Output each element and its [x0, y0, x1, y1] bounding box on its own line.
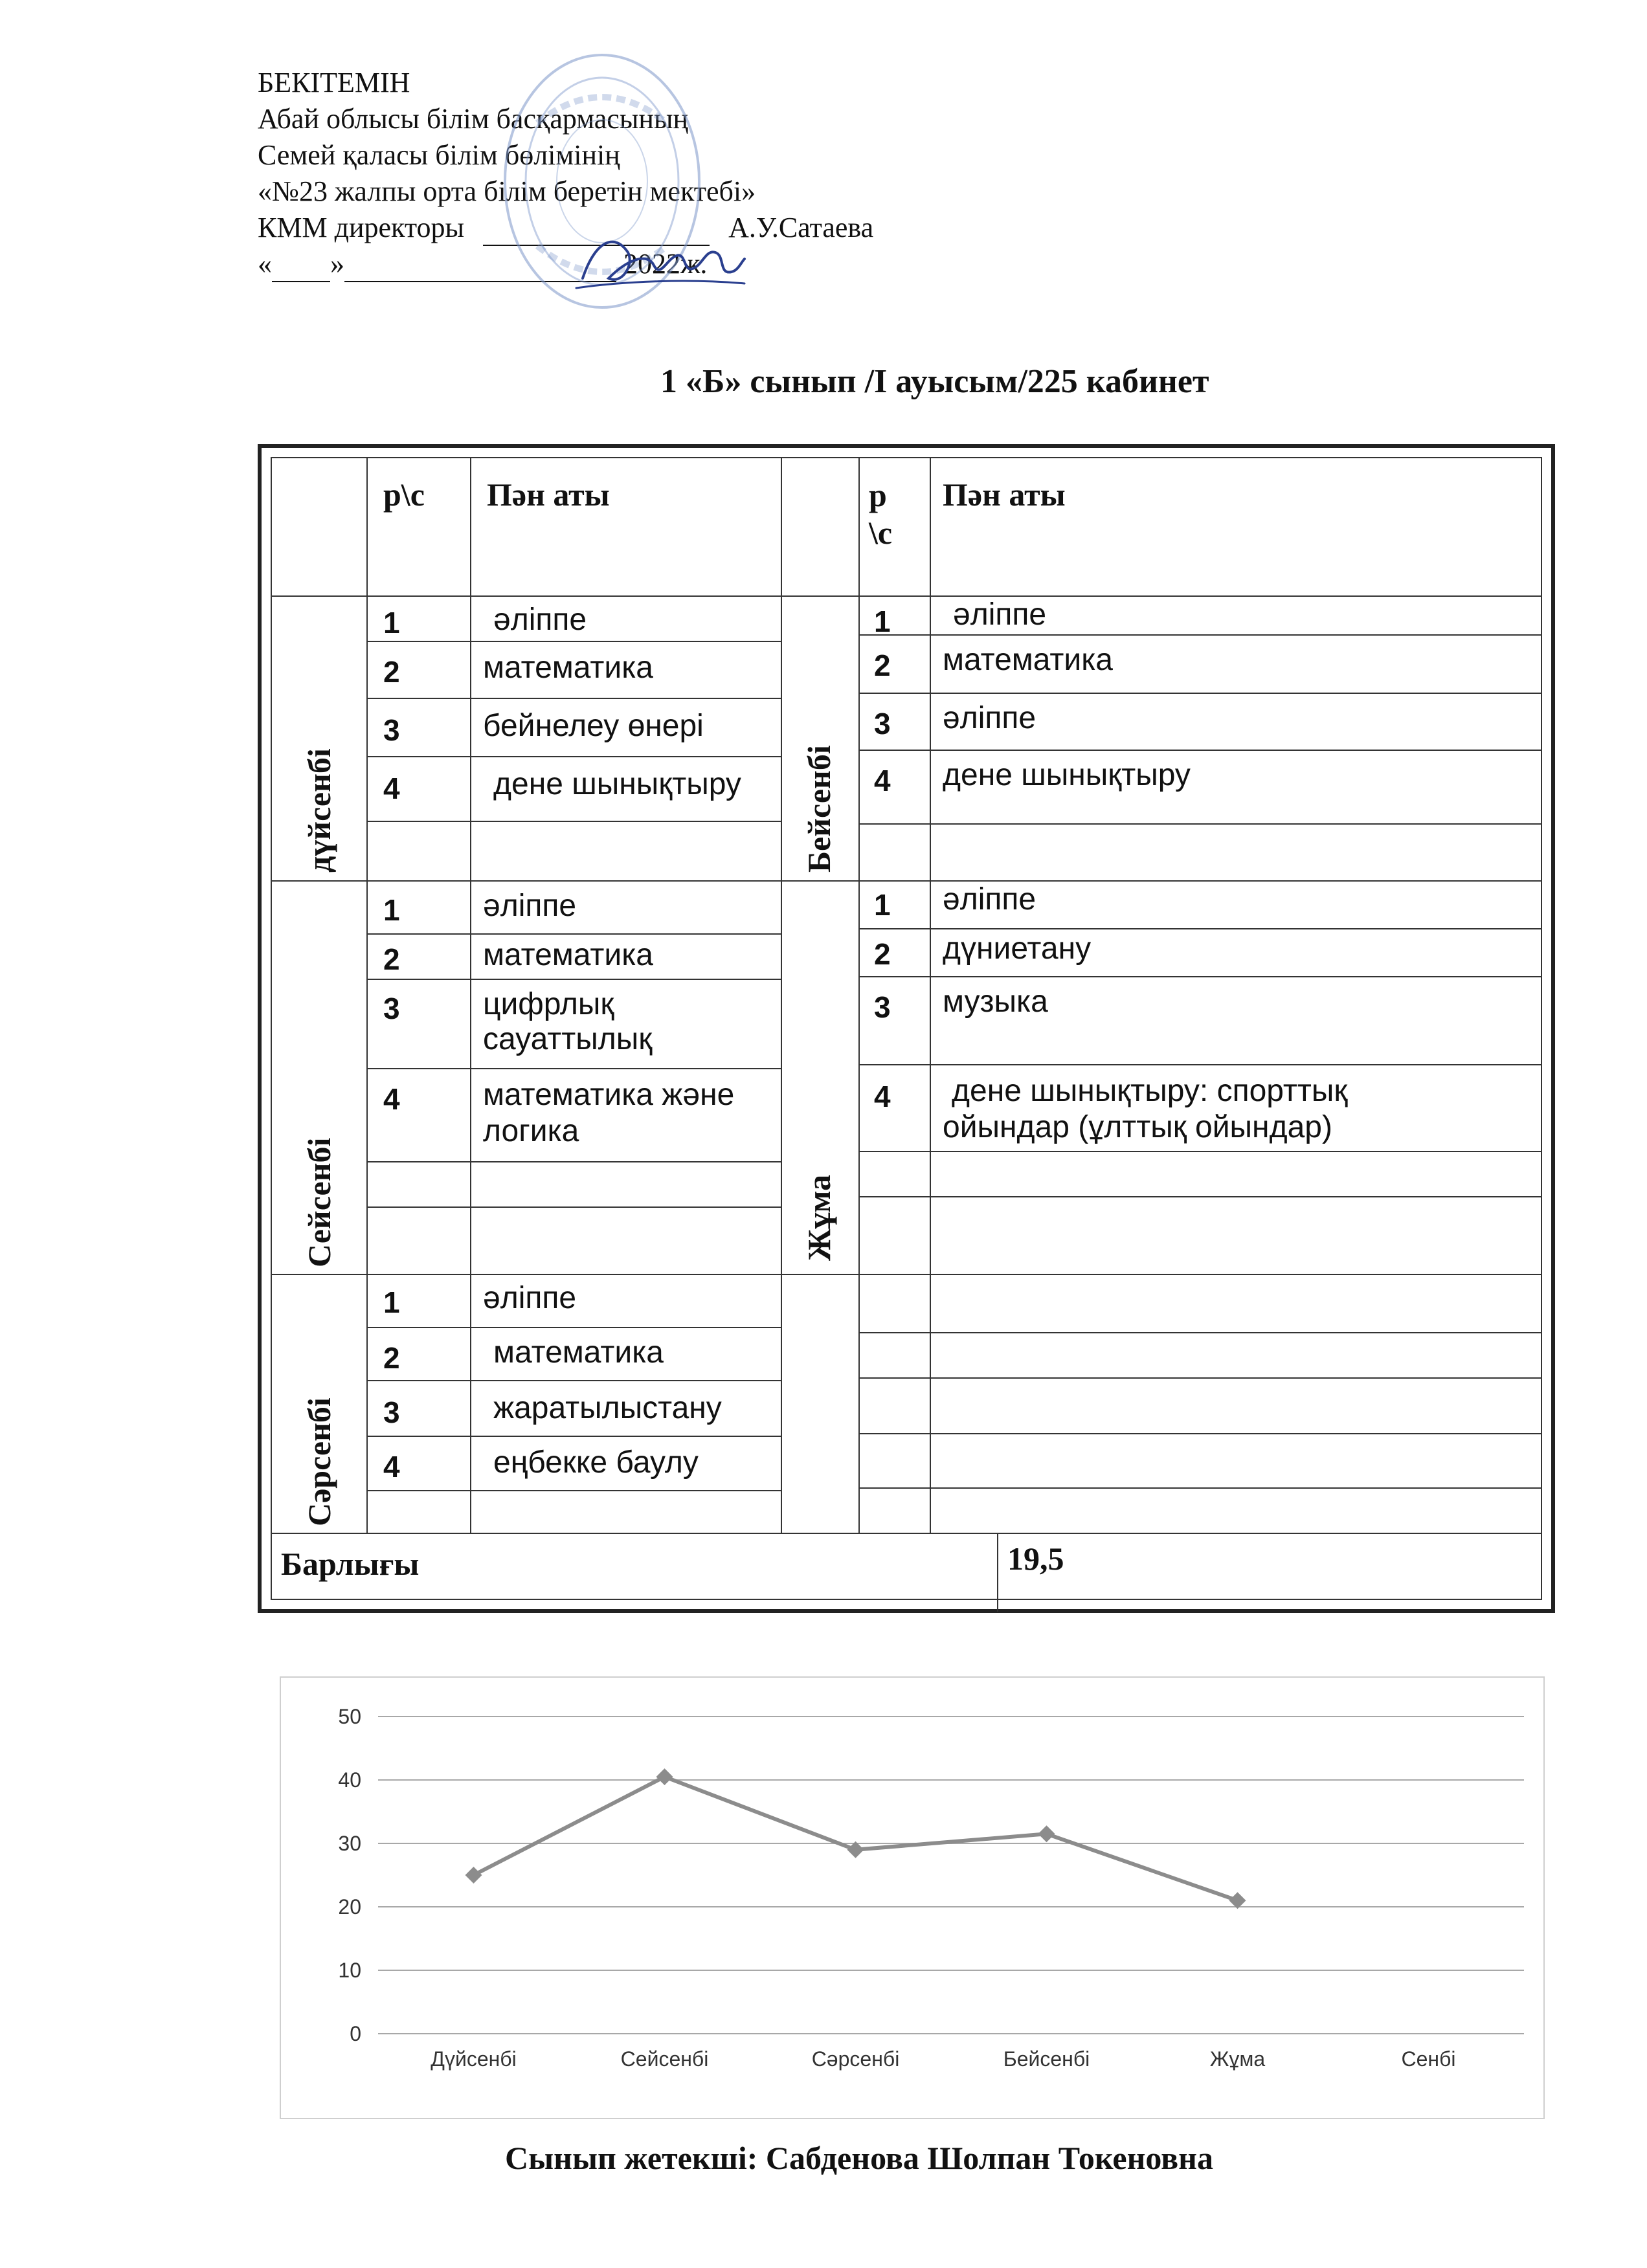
col-divider	[858, 458, 860, 1533]
lesson-number: 4	[383, 1082, 400, 1116]
signature-line	[483, 219, 710, 246]
approval-org-line: Абай облысы білім басқармасының	[258, 103, 689, 135]
day-label-tuesday: Сейсенбі	[301, 1137, 337, 1267]
row-divider	[366, 1327, 781, 1328]
x-tick-label: Дүйсенбі	[431, 2047, 517, 2071]
total-value: 19,5	[1007, 1540, 1064, 1577]
data-point	[1038, 1825, 1055, 1842]
approval-school-line: «№23 жалпы орта білім беретін мектебі»	[258, 175, 756, 207]
lesson-subject: еңбекке баулу	[493, 1445, 699, 1480]
lesson-number: 1	[383, 1285, 400, 1319]
row-divider	[366, 821, 781, 822]
lesson-subject-cont: логика	[483, 1114, 579, 1148]
lesson-subject-cont: ойындар (ұлттық ойындар)	[943, 1110, 1332, 1144]
x-tick-label: Сейсенбі	[620, 2047, 709, 2071]
row-divider	[858, 1332, 1541, 1333]
lesson-number: 3	[874, 707, 891, 740]
line-chart	[281, 1678, 1543, 2118]
lesson-subject: әліппе	[483, 889, 577, 923]
lesson-number: 2	[383, 1341, 400, 1375]
approval-dept-line: Семей қаласы білім бөлімінің	[258, 139, 620, 171]
lesson-number: 1	[383, 606, 400, 639]
col-divider	[470, 458, 471, 1533]
row-divider	[858, 1151, 1541, 1152]
col-divider	[997, 1533, 998, 1612]
row-divider	[366, 1206, 781, 1208]
row-divider	[858, 976, 1541, 977]
row-divider	[858, 1487, 1541, 1489]
lesson-subject: математика	[493, 1335, 664, 1370]
header-subject-right: Пән аты	[943, 476, 1066, 513]
date-year: 2022ж.	[623, 248, 708, 280]
x-tick-label: Бейсенбі	[1003, 2047, 1090, 2071]
date-day-blank	[272, 255, 330, 282]
day-label-monday: дүйсенбі	[301, 748, 337, 873]
y-tick-label: 50	[338, 1705, 361, 1728]
row-divider	[858, 928, 1541, 929]
lesson-number: 2	[874, 937, 891, 971]
row-divider	[858, 693, 1541, 694]
lesson-subject: математика	[483, 650, 653, 685]
lesson-subject: математика	[483, 938, 653, 972]
lesson-number: 3	[383, 1395, 400, 1429]
row-divider	[858, 1377, 1541, 1379]
lesson-subject: дене шынықтыру	[943, 758, 1191, 792]
lesson-subject: цифрлық	[483, 987, 614, 1021]
lesson-subject: музыка	[943, 984, 1048, 1019]
y-tick-label: 0	[350, 2022, 361, 2045]
lesson-subject: әліппе	[943, 701, 1036, 735]
approval-block	[258, 65, 873, 282]
row-divider	[366, 1161, 781, 1162]
row-divider	[858, 1433, 1541, 1434]
x-tick-label: Жұма	[1209, 2047, 1266, 2071]
series-line	[474, 1777, 1238, 1900]
lesson-number: 2	[383, 655, 400, 689]
lesson-number: 3	[874, 990, 891, 1024]
lesson-number: 4	[874, 1080, 891, 1113]
lesson-number: 3	[383, 992, 400, 1025]
x-tick-label: Сенбі	[1401, 2047, 1456, 2071]
y-tick-label: 40	[338, 1768, 361, 1792]
date-month-blank	[344, 255, 616, 282]
col-divider	[366, 458, 368, 1533]
lesson-number: 1	[874, 605, 891, 638]
row-divider	[366, 979, 781, 980]
lesson-subject: дүниетану	[943, 931, 1092, 966]
total-label: Барлығы	[281, 1546, 420, 1582]
day-label-wednesday: Сәрсенбі	[301, 1397, 337, 1526]
approval-heading: БЕКІТЕМІН	[258, 67, 410, 98]
director-name: А.У.Сатаева	[728, 212, 874, 243]
lesson-subject: әліппе	[493, 603, 587, 637]
weekly-load-chart	[280, 1676, 1545, 2119]
lesson-subject: бейнелеу өнері	[483, 709, 704, 743]
row-divider	[272, 595, 1541, 597]
row-divider	[366, 756, 781, 757]
col-divider	[930, 458, 931, 1533]
row-divider	[366, 1068, 781, 1069]
row-divider	[858, 750, 1541, 751]
schedule-title: 1 «Б» сынып /І ауысым/225 кабинет	[660, 363, 1209, 400]
lesson-subject: дене шынықтыру: спорттық	[952, 1074, 1348, 1108]
lesson-subject: дене шынықтыру	[493, 767, 741, 801]
header-subject-left: Пән аты	[487, 476, 610, 513]
timetable-grid	[271, 457, 1542, 1600]
lesson-subject: жаратылыстану	[493, 1391, 722, 1425]
row-divider	[366, 933, 781, 935]
lesson-subject: математика	[943, 643, 1113, 677]
lesson-number: 2	[383, 942, 400, 976]
data-point	[656, 1768, 673, 1785]
lesson-number: 2	[874, 649, 891, 682]
day-label-thursday: Бейсенбі	[801, 745, 837, 873]
lesson-number: 4	[874, 764, 891, 797]
row-divider	[858, 823, 1541, 825]
lesson-subject: әліппе	[483, 1281, 577, 1315]
lesson-subject: әліппе	[953, 597, 1047, 632]
y-tick-label: 30	[338, 1832, 361, 1855]
header-num-right: р\с	[869, 477, 893, 551]
row-divider	[272, 1533, 1541, 1534]
approval-director-line	[258, 210, 873, 246]
day-label-friday: Жұма	[801, 1174, 837, 1261]
y-tick-label: 10	[338, 1959, 361, 1982]
row-divider	[272, 1274, 1541, 1275]
lesson-number: 4	[383, 772, 400, 805]
lesson-number: 1	[383, 893, 400, 927]
x-tick-label: Сәрсенбі	[811, 2047, 900, 2071]
class-teacher: Сынып жетекші: Сабденова Шолпан Токеновна	[505, 2140, 1213, 2176]
lesson-subject: математика және	[483, 1078, 735, 1112]
row-divider	[366, 1490, 781, 1491]
lesson-subject: әліппе	[943, 882, 1036, 917]
y-tick-label: 20	[338, 1895, 361, 1918]
row-divider	[366, 1380, 781, 1381]
row-divider	[858, 1196, 1541, 1197]
lesson-number: 1	[874, 888, 891, 922]
approval-date-line: « » 2022ж.	[258, 246, 873, 282]
lesson-subject-cont: сауаттылық	[483, 1022, 653, 1056]
timetable	[258, 444, 1555, 1613]
lesson-number: 3	[383, 713, 400, 747]
row-divider	[272, 880, 1541, 882]
data-point	[465, 1867, 482, 1884]
lesson-number: 4	[383, 1450, 400, 1484]
director-title: КММ директоры	[258, 212, 465, 243]
row-divider	[858, 634, 1541, 636]
col-divider	[781, 458, 782, 1533]
row-divider	[366, 641, 781, 642]
row-divider	[366, 1436, 781, 1437]
header-num-left: р\с	[383, 476, 425, 513]
row-divider	[366, 698, 781, 699]
row-divider	[858, 1064, 1541, 1065]
